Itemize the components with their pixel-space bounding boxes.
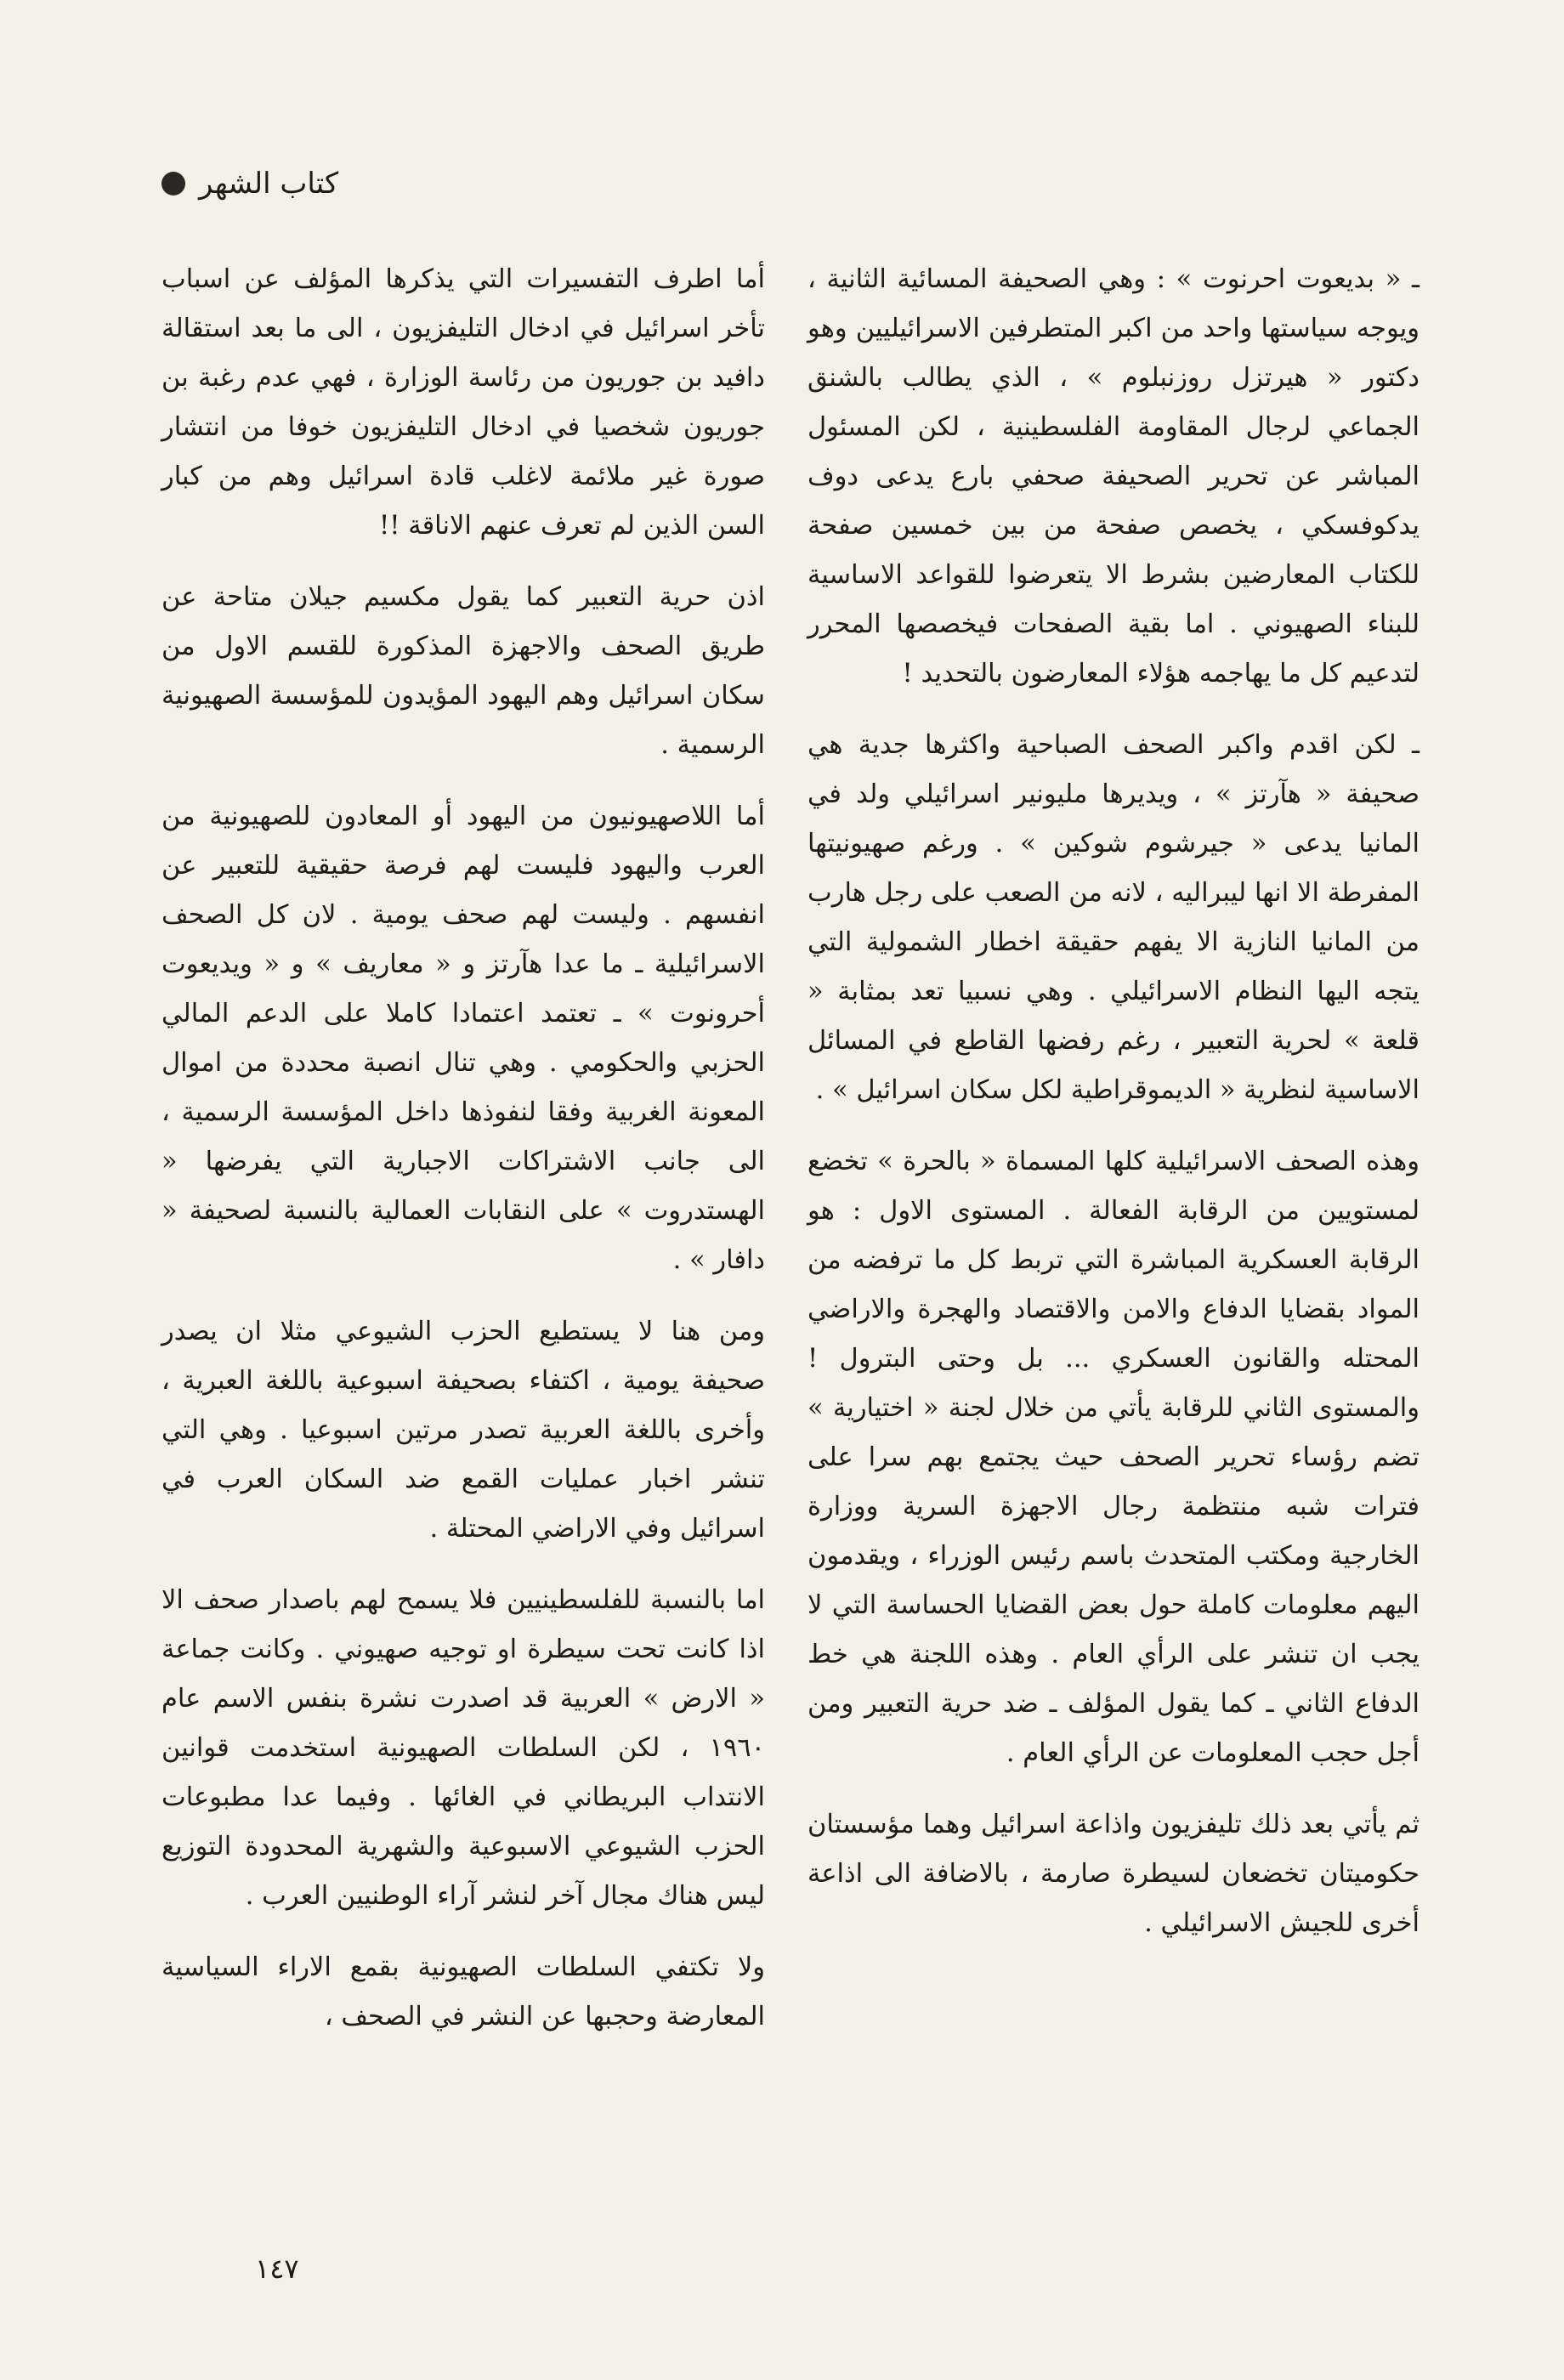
- paragraph: أما اطرف التفسيرات التي يذكرها المؤلف عن اسباب تأخر اسرائيل في ادخال التليفزيون ، الى ما بعد استقالة دافيد بن جوريون من رئاسة الوزارة ، فهي عدم رغبة بن جوريون شخصيا في ادخال التليفزيون خوفا من انتشار صورة غير ملائمة لاغلب قادة اسرائيل وهم من كبار السن الذين لم تعرف عنهم الاناقة !!: [162, 264, 765, 541]
- paragraph: اما بالنسبة للفلسطينيين فلا يسمح لهم باصدار صحف الا اذا كانت تحت سيطرة او توجيه صهيوني . وكانت جماعة « الارض » العربية قد اصدرت نشرة بنفس الاسم عام ١٩٦٠ ، لكن السلطات الصهيونية استخدمت قوانين الانتداب البريطاني في الغائها . وفيما عدا مطبوعات الحزب الشيوعي الاسبوعية والشهرية المحدودة التوزيع ليس هناك مجال آخر لنشر آراء الوطنيين العرب .: [162, 1585, 765, 1911]
- paragraph: ثم يأتي بعد ذلك تليفزيون واذاعة اسرائيل وهما مؤسستان حكوميتان تخضعان لسيطرة صارمة ، بالاضافة الى اذاعة أخرى للجيش الاسرائيلي .: [808, 1810, 1420, 1938]
- paragraph: ـ لكن اقدم واكبر الصحف الصباحية واكثرها جدية هي صحيفة « هآرتز » ، ويديرها مليونير اسرائيلي ولد في المانيا يدعى « جيرشوم شوكين » . ورغم صهيونيتها المفرطة الا انها ليبراليه ، لانه من الصعب على رجل هارب من المانيا النازية الا يفهم حقيقة اخطار الشمولية التي يتجه اليها النظام الاسرائيلي . وهي نسبيا تعد بمثابة « قلعة » لحرية التعبير ، رغم رفضها القاطع في المسائل الاساسية لنظرية « الديموقراطية لكل سكان اسرائيل » .: [808, 730, 1420, 1105]
- running-header: [162, 167, 338, 201]
- right-column: [808, 255, 1420, 1970]
- paragraph: اذن حرية التعبير كما يقول مكسيم جيلان متاحة عن طريق الصحف والاجهزة المذكورة للقسم الاول من سكان اسرائيل وهم اليهود المؤيدون للمؤسسة الصهيونية الرسمية .: [162, 582, 765, 760]
- bullet-icon: [162, 172, 185, 196]
- paragraph: وهذه الصحف الاسرائيلية كلها المسماة « بالحرة » تخضع لمستويين من الرقابة الفعالة . المستوى الاول : هو الرقابة العسكرية المباشرة التي تربط كل ما ترفضه من المواد بقضايا الدفاع والامن والاقتصاد والهجرة والاراضي المحتله والقانون العسكري ... بل وحتى البترول ! والمستوى الثاني للرقابة يأتي من خلال لجنة « اختيارية » تضم رؤساء تحرير الصحف حيث يجتمع بهم سرا على فترات شبه منتظمة رجال الاجهزة السرية ووزارة الخارجية ومكتب المتحدث باسم رئيس الوزراء ، ويقدمون اليهم معلومات كاملة حول بعض القضايا الحساسة التي لا يجب ان تنشر على الرأي العام . وهذه اللجنة هي خط الدفاع الثاني ـ كما يقول المؤلف ـ ضد حرية التعبير ومن أجل حجب المعلومات عن الرأي العام .: [808, 1147, 1420, 1768]
- page-number: ١٤٧: [255, 2252, 299, 2285]
- section-title: كتاب الشهر: [199, 167, 339, 201]
- left-column: [162, 255, 765, 2064]
- paragraph: ـ « بديعوت احرنوت » : وهي الصحيفة المسائية الثانية ، ويوجه سياستها واحد من اكبر المتطرفين الاسرائيليين وهو دكتور « هيرتزل روزنبلوم » ، الذي يطالب بالشنق الجماعي لرجال المقاومة الفلسطينية ، لكن المسئول المباشر عن تحرير الصحيفة صحفي بارع يدعى دوف يدكوفسكي ، يخصص صفحة من بين خمسين صفحة للكتاب المعارضين بشرط الا يتعرضوا للقواعد الاساسية للبناء الصهيوني . اما بقية الصفحات فيخصصها المحرر لتدعيم كل ما يهاجمه هؤلاء المعارضون بالتحديد !: [808, 264, 1420, 688]
- paragraph: أما اللاصهيونيون من اليهود أو المعادون للصهيونية من العرب واليهود فليست لهم فرصة حقيقية للتعبير عن انفسهم . وليست لهم صحف يومية . لان كل الصحف الاسرائيلية ـ ما عدا هآرتز و « معاريف » و « ويديعوت أحرونوت » ـ تعتمد اعتمادا كاملا على الدعم المالي الحزبي والحكومي . وهي تنال انصبة محددة من اموال المعونة الغربية وفقا لنفوذها داخل المؤسسة الرسمية ، الى جانب الاشتراكات الاجبارية التي يفرضها « الهستدروت » على النقابات العمالية بالنسبة لصحيفة « دافار » .: [162, 802, 765, 1275]
- paragraph: ومن هنا لا يستطيع الحزب الشيوعي مثلا ان يصدر صحيفة يومية ، اكتفاء بصحيفة اسبوعية باللغة العبرية ، وأخرى باللغة العربية تصدر مرتين اسبوعيا . وهي التي تنشر اخبار عمليات القمع ضد السكان العرب في اسرائيل وفي الاراضي المحتلة .: [162, 1317, 765, 1544]
- paragraph: ولا تكتفي السلطات الصهيونية بقمع الاراء السياسية المعارضة وحجبها عن النشر في الصحف ،: [162, 1952, 765, 2032]
